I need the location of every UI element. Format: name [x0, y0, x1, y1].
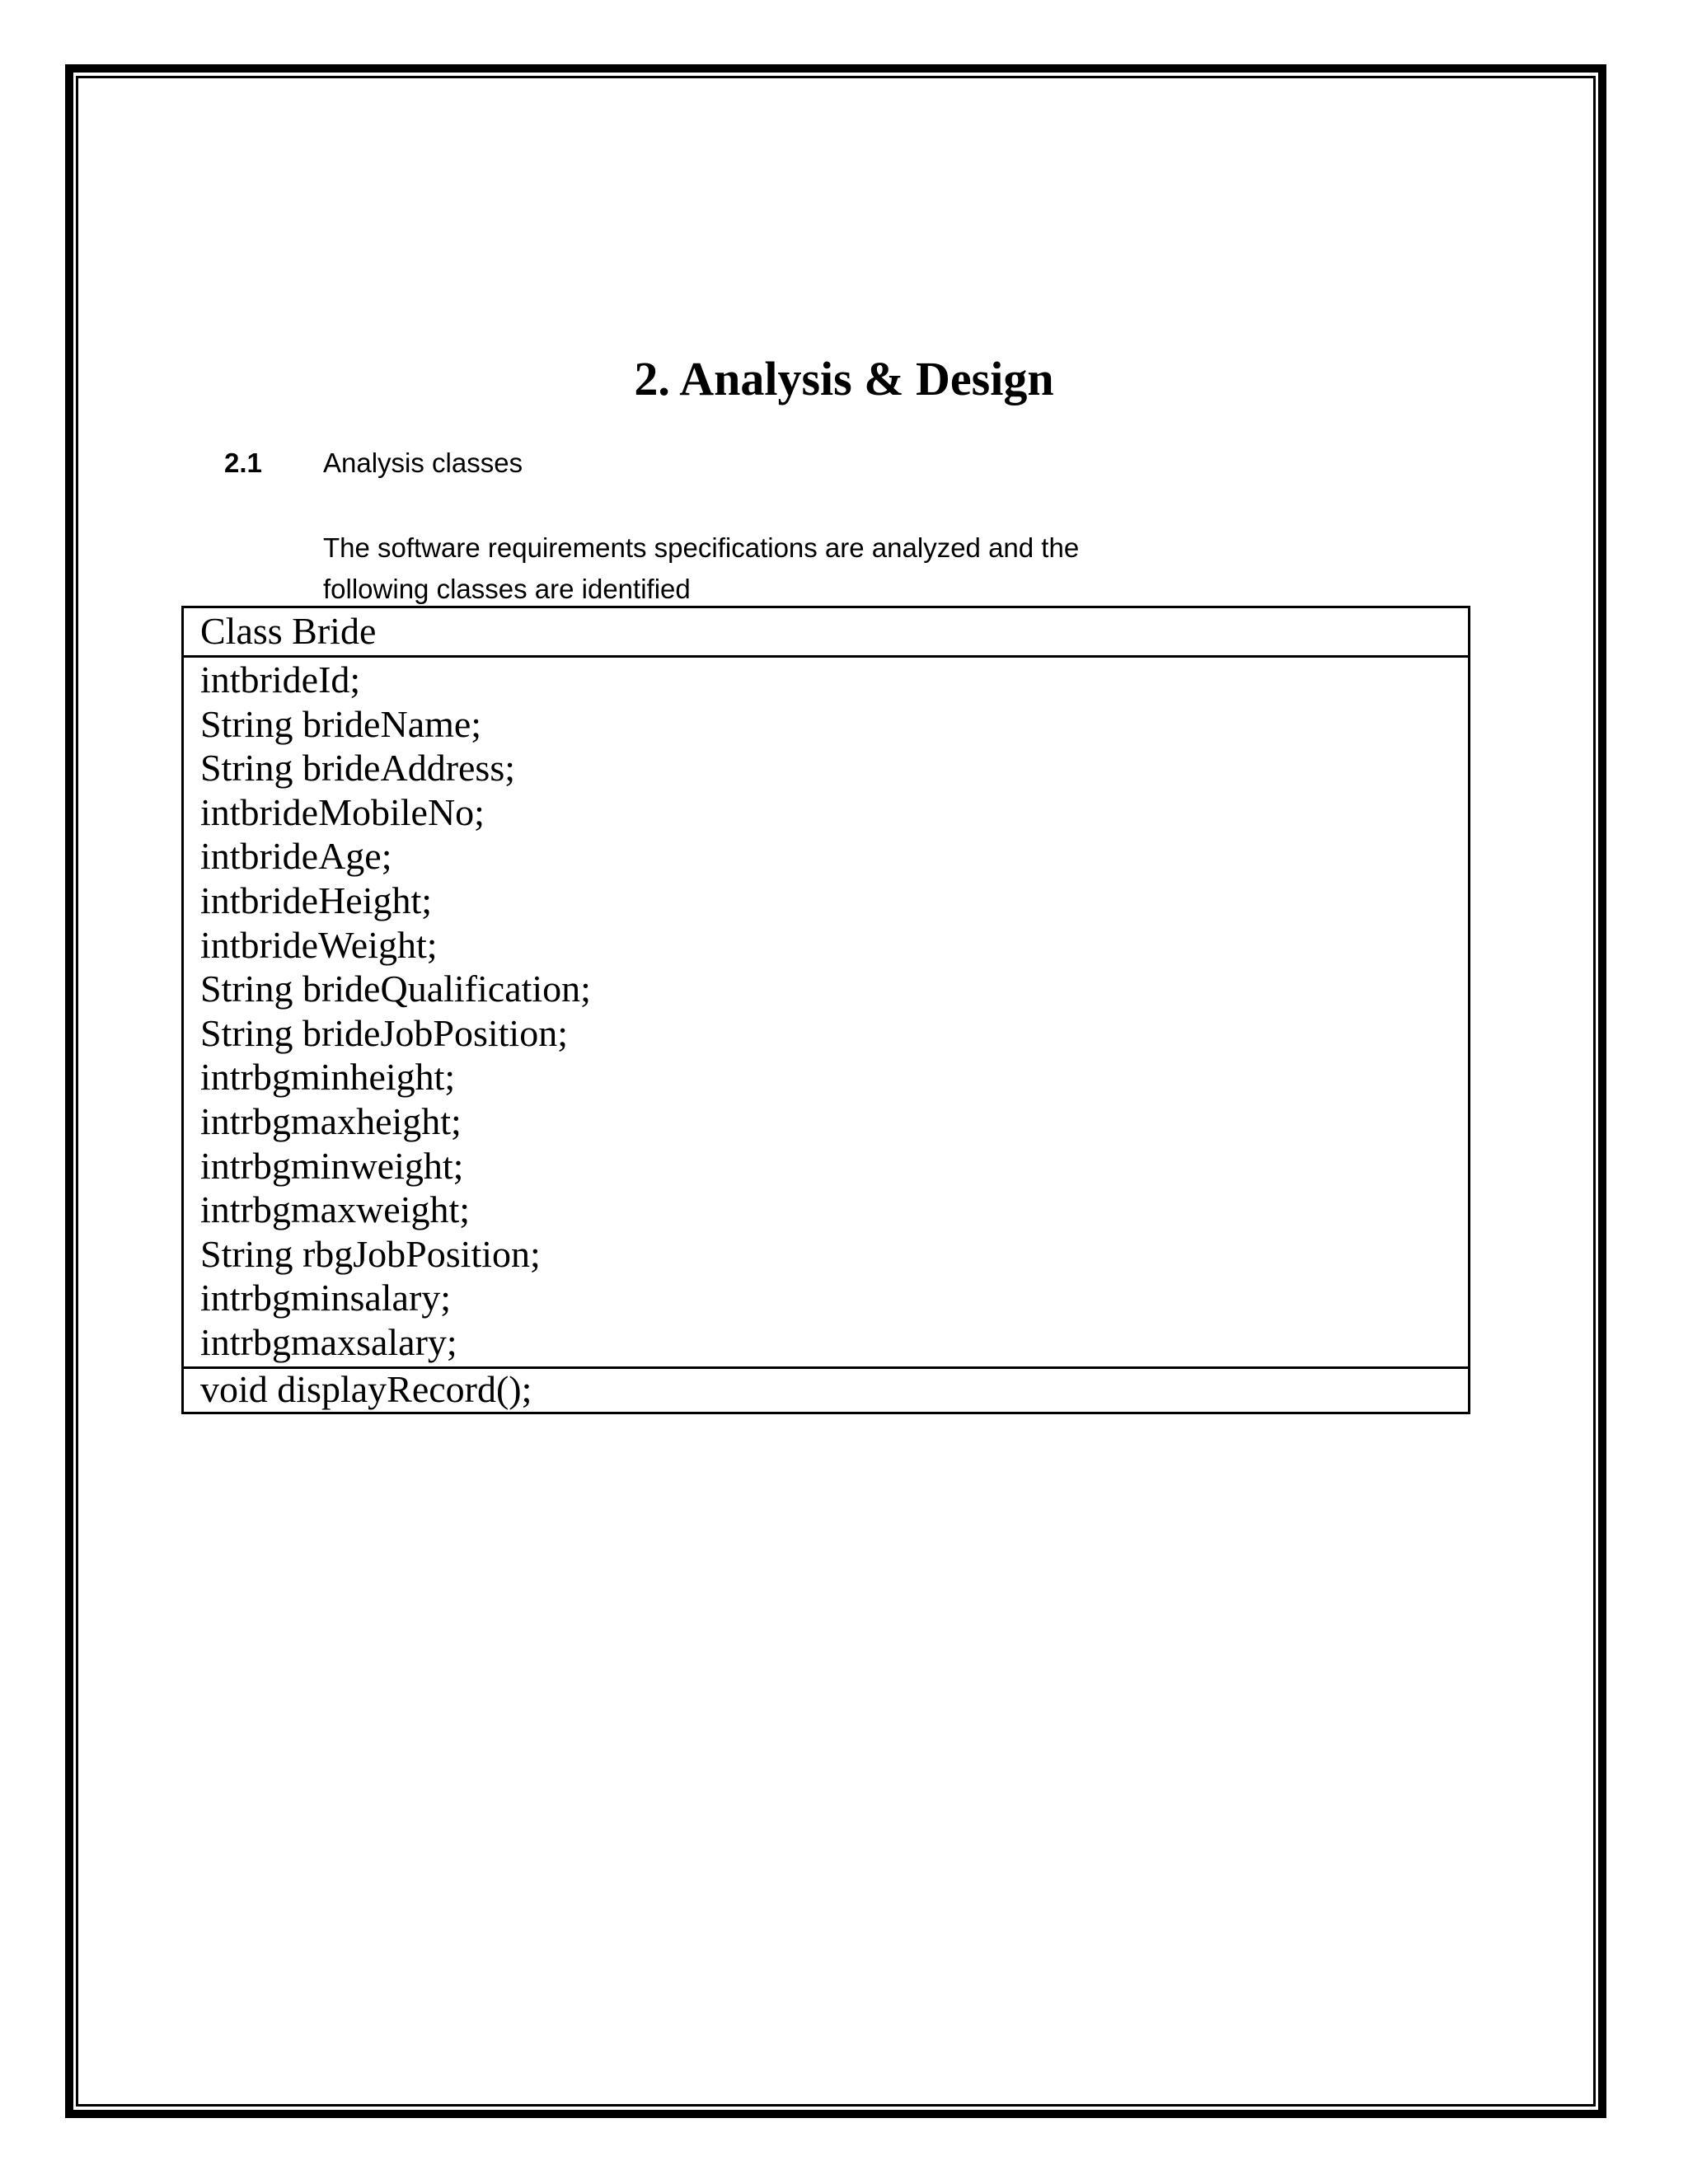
class-methods	[184, 1369, 1468, 1412]
section-intro	[323, 527, 1079, 610]
class-attribute: String brideName;	[200, 702, 482, 745]
class-attribute: intrbgmaxsalary;	[200, 1320, 457, 1363]
class-attribute: intrbgmaxheight;	[200, 1099, 462, 1142]
class-attributes	[184, 658, 1468, 1369]
section-heading: Analysis classes	[323, 448, 523, 478]
class-attribute: intrbgmaxweight;	[200, 1188, 471, 1231]
class-diagram-box	[181, 606, 1470, 1414]
class-attribute: intbrideHeight;	[200, 879, 433, 921]
class-attribute: intbrideId;	[200, 658, 361, 701]
intro-line: following classes are identified	[323, 574, 691, 604]
class-attribute: intbrideAge;	[200, 835, 392, 878]
class-attribute: String brideJobPosition;	[200, 1011, 568, 1054]
class-attribute: String brideAddress;	[200, 747, 516, 790]
class-attribute: String brideQualification;	[200, 968, 591, 1010]
class-attribute: String rbgJobPosition;	[200, 1232, 541, 1275]
class-name: Class Bride	[184, 608, 1468, 658]
class-attribute: intrbgminweight;	[200, 1144, 464, 1187]
class-attribute: intbrideMobileNo;	[200, 790, 485, 833]
class-attribute: intrbgminsalary;	[200, 1277, 452, 1319]
class-method: void displayRecord();	[200, 1367, 532, 1410]
class-attribute: intbrideWeight;	[200, 923, 438, 966]
page-title: 2. Analysis & Design	[634, 352, 1054, 405]
intro-line: The software requirements specifications are analyzed and the	[323, 532, 1080, 563]
class-attribute: intrbgminheight;	[200, 1056, 456, 1099]
section-number: 2.1	[224, 448, 262, 478]
